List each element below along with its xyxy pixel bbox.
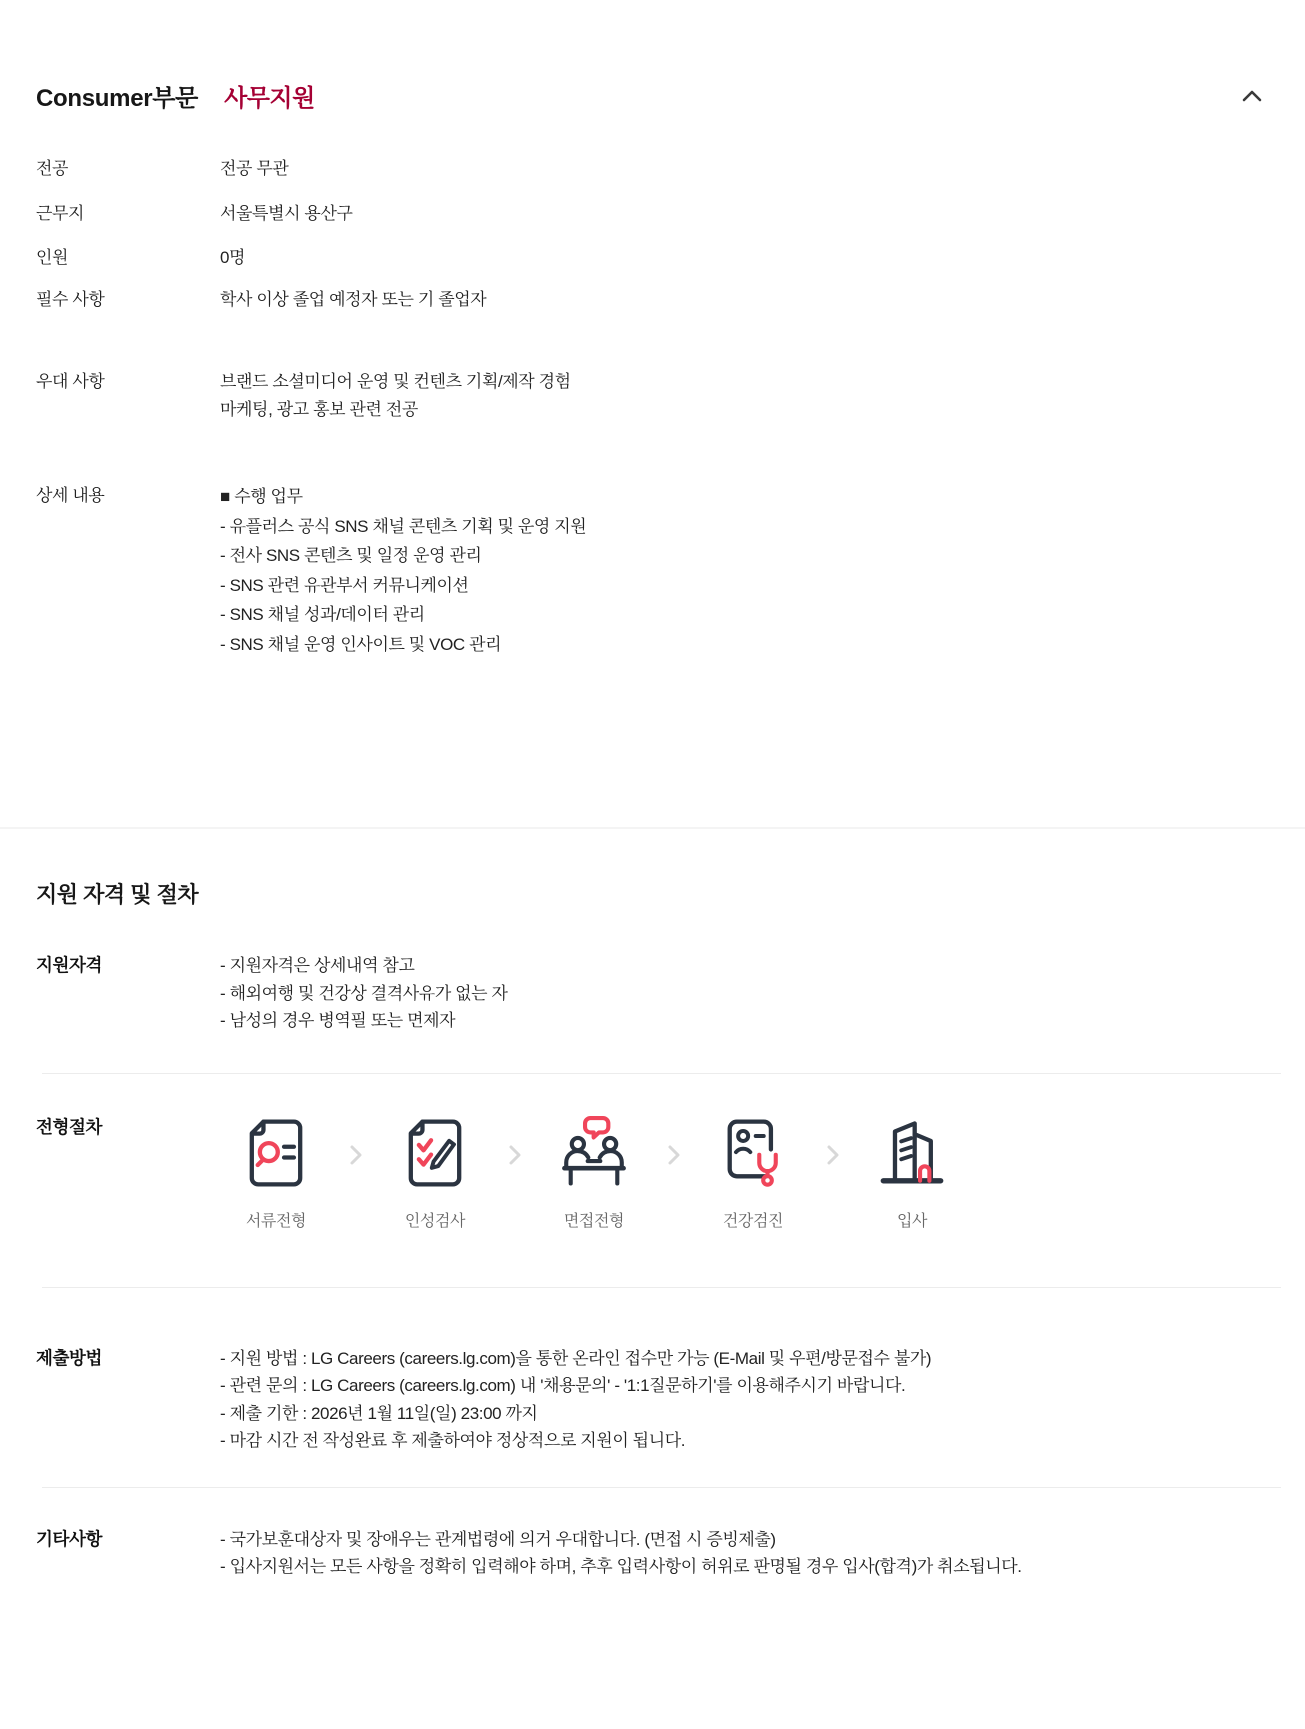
field-value <box>220 155 288 183</box>
field-row-location <box>36 200 1269 228</box>
submission-row <box>36 1345 1269 1455</box>
chevron-up-icon <box>1241 89 1263 103</box>
field-value <box>220 286 486 314</box>
value-line: - 지원 방법 : LG Careers (careers.lg.com)을 통한 온라인 접수만 가능 (E-Mail 및 우편/방문접수 불가) <box>220 1348 932 1368</box>
value-line: - 유플러스 공식 SNS 채널 콘텐츠 기획 및 운영 지원 <box>220 516 587 536</box>
value-line: 서울특별시 용산구 <box>220 203 353 223</box>
step-label: 인성검사 <box>404 1212 466 1230</box>
qualification-label: 지원자격 <box>36 955 103 975</box>
step-label: 건강검진 <box>722 1212 784 1230</box>
value-line: - 지원자격은 상세내역 참고 <box>220 956 415 975</box>
field-row-headcount <box>36 244 1269 272</box>
value-line: - SNS 채널 운영 인사이트 및 VOC 관리 <box>220 634 502 654</box>
process-steps <box>220 1110 968 1231</box>
value-line: - 제출 기한 : 2026년 1월 11일(일) 23:00 까지 <box>220 1403 538 1423</box>
process-row <box>36 1114 1269 1231</box>
field-value <box>220 244 245 272</box>
field-label: 상세 내용 <box>36 486 105 505</box>
value-line: - SNS 채널 성과/데이터 관리 <box>220 605 425 624</box>
process-step <box>538 1110 650 1231</box>
division-title: Consumer부문 <box>36 85 199 112</box>
field-row-details <box>36 482 1269 659</box>
document-search-icon <box>233 1110 319 1196</box>
process-label: 전형절차 <box>36 1116 103 1137</box>
field-row-requirements <box>36 286 1269 314</box>
field-row-major <box>36 155 1269 183</box>
qualification-row <box>36 952 1269 1035</box>
chevron-right-icon <box>667 1144 681 1166</box>
checklist-pencil-icon <box>392 1110 478 1196</box>
value-line: - SNS 관련 유관부서 커뮤니케이션 <box>220 575 469 595</box>
step-label: 면접전형 <box>563 1212 625 1230</box>
value-line: - 국가보훈대상자 및 장애우는 관계법령에 의거 우대합니다. (면접 시 증빙제출) <box>220 1529 776 1549</box>
value-line: - 전사 SNS 콘텐츠 및 일정 운영 관리 <box>220 546 482 565</box>
submission-label: 제출방법 <box>36 1347 103 1368</box>
value-line: 0명 <box>220 248 246 267</box>
health-stethoscope-icon <box>710 1110 796 1196</box>
value-line: - 입사지원서는 모든 사항을 정확히 입력해야 하며, 추후 입력사항이 허위로 판명될 경우 입사(합격)가 취소됩니다. <box>220 1557 1022 1576</box>
value-line: ■ 수행 업무 <box>220 487 303 506</box>
process-step <box>220 1110 332 1231</box>
value-line: - 해외여행 및 건강상 결격사유가 없는 자 <box>220 983 508 1003</box>
others-value <box>220 1526 1022 1581</box>
value-line: - 남성의 경우 병역필 또는 면제자 <box>220 1011 456 1030</box>
job-title: 사무지원 <box>224 85 315 112</box>
field-value <box>220 200 353 228</box>
value-line: - 마감 시간 전 작성완료 후 제출하여야 정상적으로 지원이 됩니다. <box>220 1431 686 1450</box>
value-line: 마케팅, 광고 홍보 관련 전공 <box>220 399 418 419</box>
value-line: 학사 이상 졸업 예정자 또는 기 졸업자 <box>220 289 487 309</box>
process-step <box>856 1110 968 1231</box>
step-label: 서류전형 <box>245 1212 307 1230</box>
value-line: 브랜드 소셜미디어 운영 및 컨텐츠 기획/제작 경험 <box>220 372 571 391</box>
field-label: 인원 <box>36 248 69 267</box>
company-building-icon <box>869 1110 955 1196</box>
chevron-right-icon <box>349 1144 363 1166</box>
value-line: - 관련 문의 : LG Careers (careers.lg.com) 내 '채용문의' - '1:1질문하기'를 이용해주시기 바랍니다. <box>220 1376 906 1395</box>
job-card-header <box>36 0 1269 113</box>
process-step <box>379 1110 491 1231</box>
qualification-value <box>220 952 508 1035</box>
chevron-right-icon <box>826 1144 840 1166</box>
value-line: 전공 무관 <box>220 159 289 178</box>
field-label: 우대 사항 <box>36 372 105 391</box>
collapse-button[interactable] <box>1237 85 1267 107</box>
field-label: 필수 사항 <box>36 289 105 309</box>
others-label: 기타사항 <box>36 1528 103 1549</box>
field-label: 전공 <box>36 159 69 178</box>
submission-value <box>220 1345 931 1455</box>
process-step <box>697 1110 809 1231</box>
chevron-right-icon <box>508 1144 522 1166</box>
field-value <box>220 482 586 659</box>
step-label: 입사 <box>896 1212 928 1230</box>
field-row-preferred <box>36 368 1269 423</box>
others-row <box>36 1526 1269 1581</box>
field-value <box>220 368 571 423</box>
section-divider <box>0 827 1305 829</box>
apply-section-heading: 지원 자격 및 절차 <box>36 882 199 907</box>
row-divider <box>42 1287 1281 1288</box>
row-divider <box>42 1487 1281 1488</box>
interview-people-icon <box>551 1110 637 1196</box>
field-label: 근무지 <box>36 203 85 223</box>
row-divider <box>42 1073 1281 1074</box>
